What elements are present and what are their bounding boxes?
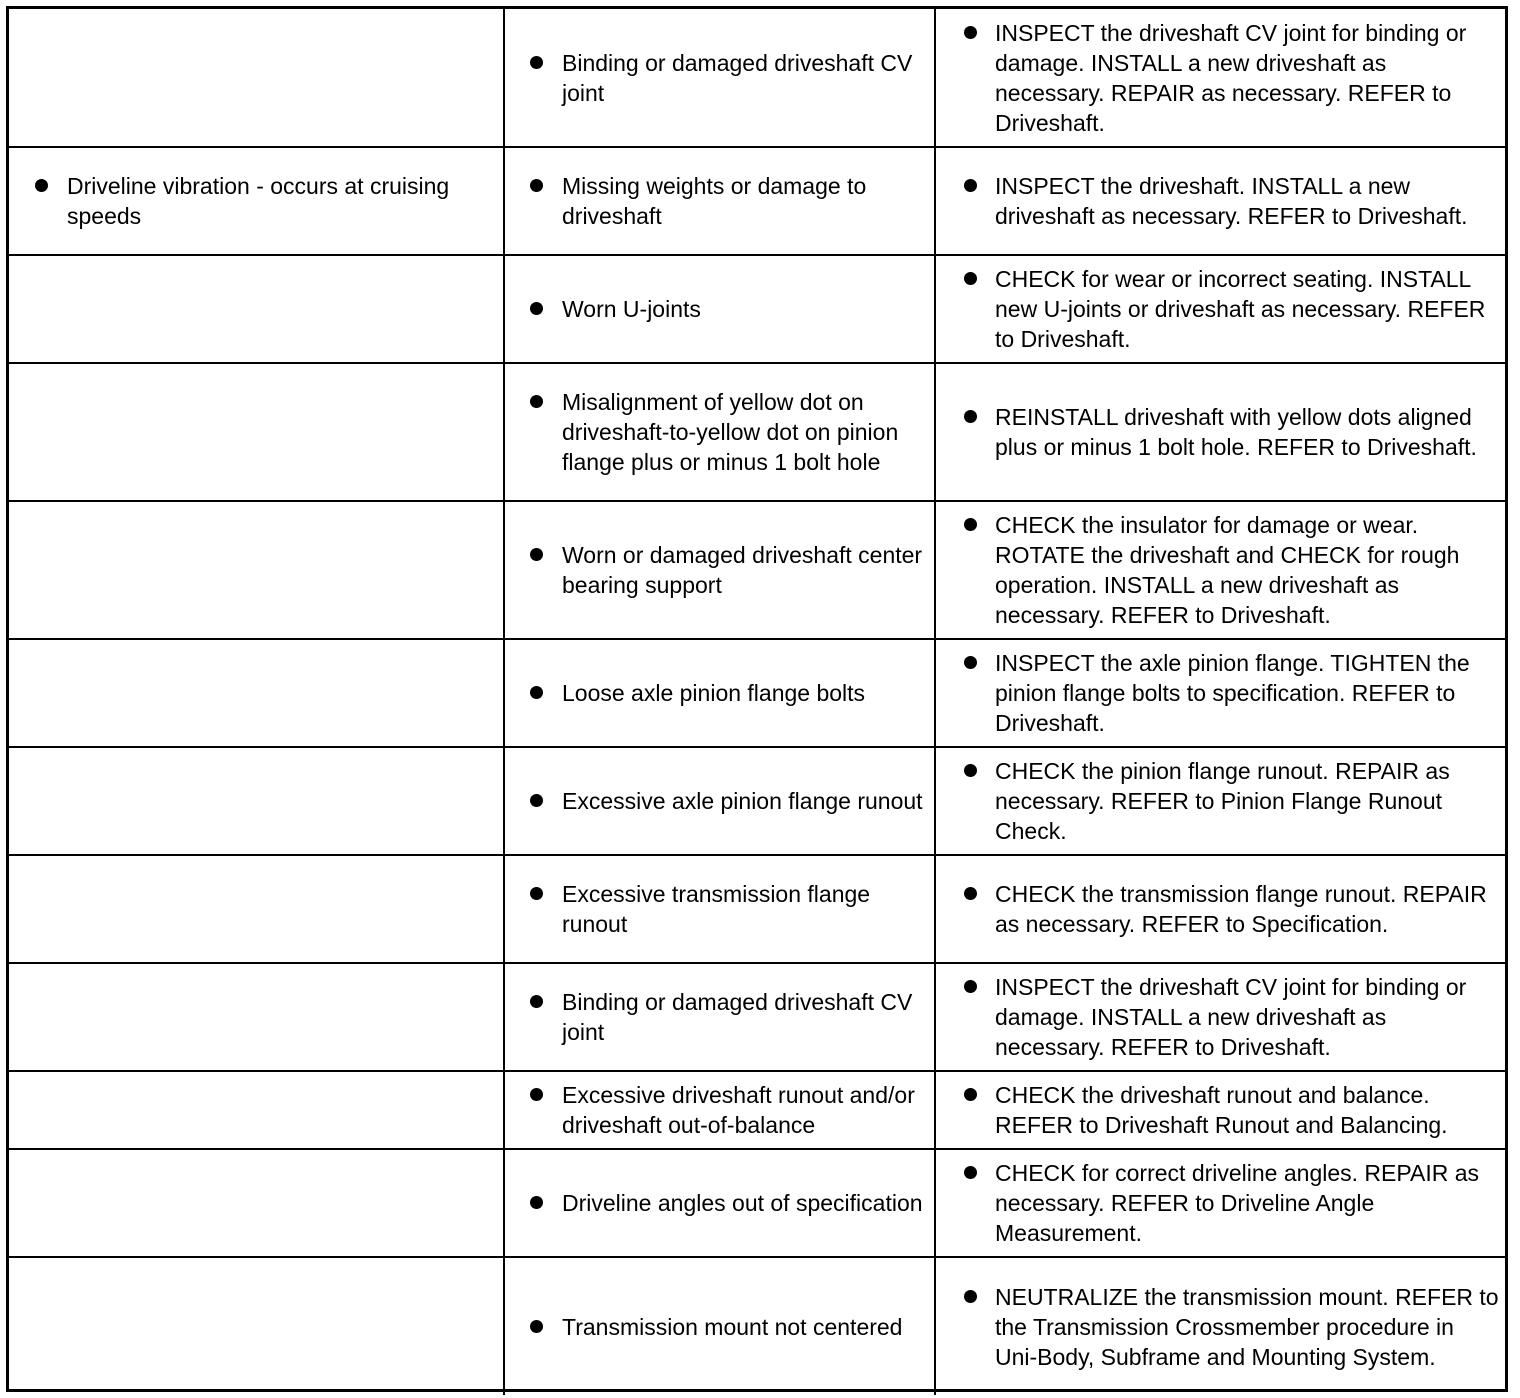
condition-cell — [9, 855, 504, 963]
cause-text: Misalignment of yellow dot on driveshaft-to-yellow dot on pinion flange plus or minus 1 bolt hole — [562, 389, 899, 475]
condition-cell — [9, 363, 504, 501]
list-item — [936, 18, 1505, 138]
list-item — [936, 648, 1505, 738]
bullet-icon — [964, 887, 977, 900]
diagnosis-table-body — [9, 9, 1505, 1395]
condition-cell — [9, 1257, 504, 1395]
cause-text: Worn U-joints — [562, 296, 701, 322]
table-row — [9, 255, 1505, 363]
bullet-icon — [964, 980, 977, 993]
list-item — [936, 402, 1505, 462]
action-text: NEUTRALIZE the transmission mount. REFER to the Transmission Crossmember procedure in Uni-Body, Subframe and Mounting System. — [995, 1283, 1499, 1370]
action-cell — [935, 501, 1505, 639]
bullet-icon — [964, 518, 977, 531]
action-text: CHECK the pinion flange runout. REPAIR as necessary. REFER to Pinion Flange Runout Check. — [995, 758, 1450, 844]
action-text: CHECK for correct driveline angles. REPAIR as necessary. REFER to Driveline Angle Measurement. — [995, 1160, 1480, 1246]
list-item — [505, 1188, 934, 1218]
list-item — [505, 387, 934, 477]
bullet-icon — [530, 887, 543, 900]
list-item — [505, 48, 934, 108]
bullet-icon — [530, 794, 543, 807]
cause-cell — [504, 855, 935, 963]
list-item — [505, 294, 934, 324]
action-cell — [935, 963, 1505, 1071]
list-item — [936, 510, 1505, 630]
table-row — [9, 855, 1505, 963]
action-cell — [935, 855, 1505, 963]
list-item — [936, 264, 1505, 354]
condition-cell — [9, 9, 504, 147]
bullet-icon — [530, 395, 543, 408]
cause-text: Binding or damaged driveshaft CV joint — [562, 989, 913, 1045]
list-item — [936, 1282, 1505, 1372]
condition-cell — [9, 501, 504, 639]
bullet-icon — [530, 1196, 543, 1209]
action-text: REINSTALL driveshaft with yellow dots aligned plus or minus 1 bolt hole. REFER to Driveshaft. — [995, 404, 1477, 460]
condition-cell — [9, 255, 504, 363]
cause-cell — [504, 1257, 935, 1395]
list-item — [505, 678, 934, 708]
table-row — [9, 9, 1505, 147]
cause-text: Binding or damaged driveshaft CV joint — [562, 49, 913, 106]
table-row — [9, 363, 1505, 501]
action-cell — [935, 1149, 1505, 1257]
cause-cell — [504, 963, 935, 1071]
bullet-icon — [964, 764, 977, 777]
condition-cell — [9, 963, 504, 1071]
action-text: CHECK the transmission flange runout. REPAIR as necessary. REFER to Specification. — [995, 881, 1487, 937]
list-item — [505, 1080, 934, 1140]
cause-cell — [504, 363, 935, 501]
list-item — [936, 972, 1505, 1062]
cause-text: Excessive axle pinion flange runout — [562, 788, 923, 814]
bullet-icon — [964, 656, 977, 669]
cause-cell — [504, 501, 935, 639]
list-item — [505, 879, 934, 939]
action-cell — [935, 255, 1505, 363]
list-item — [505, 987, 934, 1047]
cause-cell — [504, 147, 935, 255]
table-row — [9, 147, 1505, 255]
bullet-icon — [964, 272, 977, 285]
action-text: INSPECT the driveshaft CV joint for binding or damage. INSTALL a new driveshaft as necessary. REPAIR as necessary. REFER to Driveshaft. — [995, 19, 1467, 136]
cause-cell — [504, 9, 935, 147]
cause-text: Loose axle pinion flange bolts — [562, 680, 866, 706]
table-row — [9, 1071, 1505, 1149]
bullet-icon — [530, 1088, 543, 1101]
table-row — [9, 963, 1505, 1071]
action-text: CHECK the insulator for damage or wear. ROTATE the driveshaft and CHECK for rough operation. INSTALL a new driveshaft as necessary. REFER to Driveshaft. — [995, 512, 1460, 628]
action-text: INSPECT the axle pinion flange. TIGHTEN the pinion flange bolts to specification. REFER to Driveshaft. — [995, 650, 1470, 736]
list-item — [936, 879, 1505, 939]
list-item — [505, 540, 934, 600]
condition-cell — [9, 639, 504, 747]
condition-cell — [9, 1071, 504, 1149]
action-cell — [935, 147, 1505, 255]
cause-text: Missing weights or damage to driveshaft — [562, 173, 867, 229]
bullet-icon — [964, 1290, 977, 1303]
cause-cell — [504, 639, 935, 747]
bullet-icon — [530, 302, 543, 315]
cause-text: Transmission mount not centered — [562, 1313, 903, 1340]
action-cell — [935, 9, 1505, 147]
cause-text: Excessive transmission flange runout — [562, 881, 871, 937]
cause-text: Excessive driveshaft runout and/or driveshaft out-of-balance — [562, 1082, 915, 1138]
action-text: CHECK for wear or incorrect seating. INSTALL new U-joints or driveshaft as necessary. REFER to Driveshaft. — [995, 266, 1486, 352]
bullet-icon — [964, 1166, 977, 1179]
table-row — [9, 501, 1505, 639]
action-cell — [935, 363, 1505, 501]
cause-cell — [504, 255, 935, 363]
list-item — [936, 756, 1505, 846]
diagnosis-table — [9, 9, 1505, 1395]
list-item — [936, 1158, 1505, 1248]
bullet-icon — [530, 1320, 543, 1333]
cause-cell — [504, 747, 935, 855]
bullet-icon — [964, 26, 977, 39]
action-cell — [935, 747, 1505, 855]
list-item — [505, 1312, 934, 1342]
action-text: INSPECT the driveshaft CV joint for binding or damage. INSTALL a new driveshaft as necessary. REFER to Driveshaft. — [995, 974, 1467, 1060]
list-item — [936, 1080, 1505, 1140]
condition-text: Driveline vibration - occurs at cruising speeds — [67, 173, 450, 229]
table-row — [9, 1149, 1505, 1257]
condition-cell — [9, 1149, 504, 1257]
bullet-icon — [530, 686, 543, 699]
action-cell — [935, 1257, 1505, 1395]
action-text: CHECK the driveshaft runout and balance. REFER to Driveshaft Runout and Balancing. — [995, 1082, 1448, 1138]
table-row — [9, 747, 1505, 855]
list-item — [505, 786, 934, 816]
cause-text: Worn or damaged driveshaft center bearing support — [562, 542, 923, 598]
table-row — [9, 1257, 1505, 1395]
bullet-icon — [530, 179, 543, 192]
list-item — [936, 171, 1505, 231]
condition-cell — [9, 147, 504, 255]
list-item — [9, 171, 503, 231]
bullet-icon — [964, 179, 977, 192]
bullet-icon — [964, 1088, 977, 1101]
action-cell — [935, 1071, 1505, 1149]
bullet-icon — [530, 995, 543, 1008]
condition-cell — [9, 747, 504, 855]
cause-text: Driveline angles out of specification — [562, 1190, 923, 1216]
bullet-icon — [530, 56, 543, 69]
cause-cell — [504, 1149, 935, 1257]
list-item — [505, 171, 934, 231]
bullet-icon — [530, 548, 543, 561]
action-cell — [935, 639, 1505, 747]
action-text: INSPECT the driveshaft. INSTALL a new driveshaft as necessary. REFER to Driveshaft. — [995, 173, 1468, 229]
bullet-icon — [35, 179, 48, 192]
table-row — [9, 639, 1505, 747]
diagnosis-table-frame — [6, 6, 1508, 1392]
cause-cell — [504, 1071, 935, 1149]
bullet-icon — [964, 410, 977, 423]
